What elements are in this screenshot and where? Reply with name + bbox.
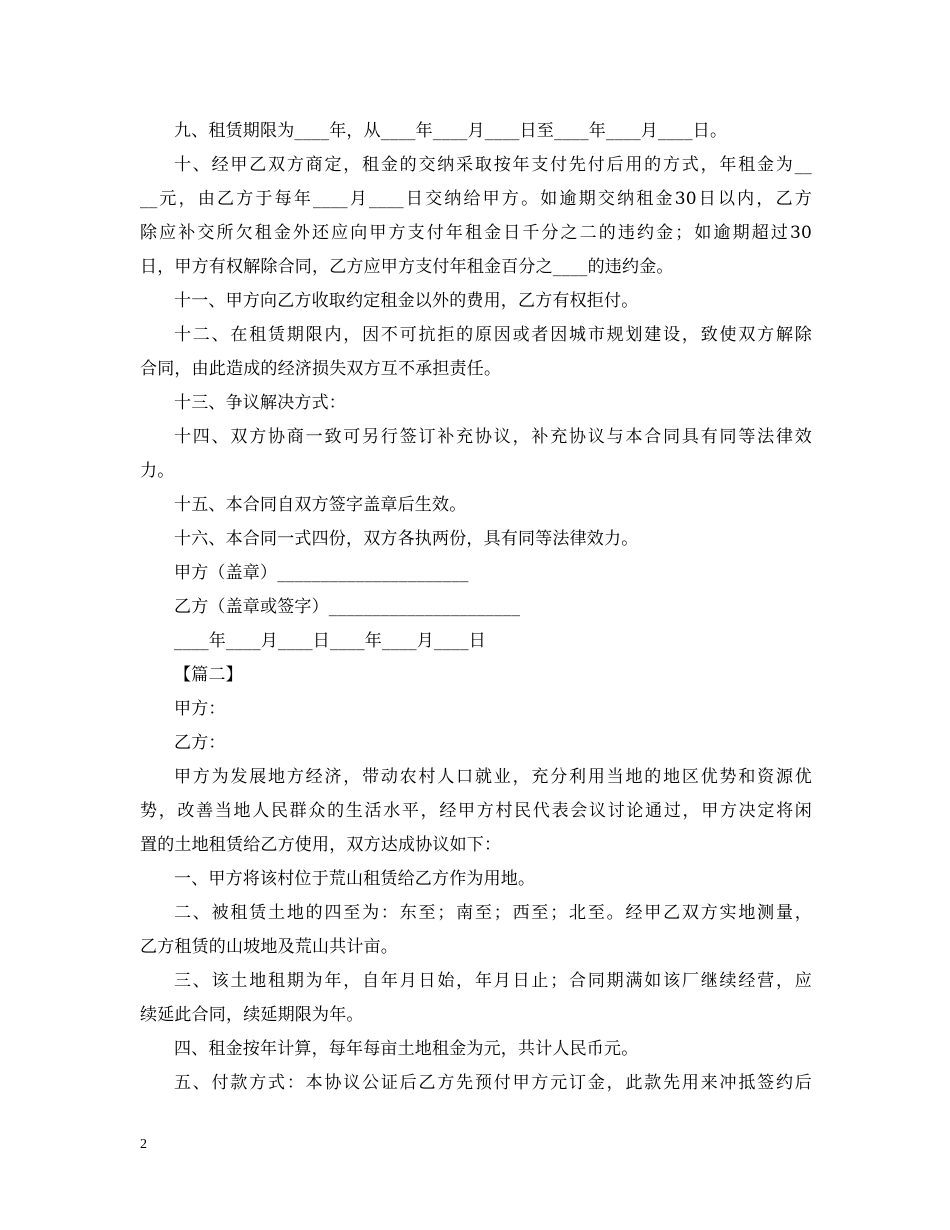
text-line: 除应补交所欠租金外还应向甲方支付年租金日千分之二的违约金；如逾期超过30 bbox=[140, 223, 812, 243]
text-line: 十五、本合同自双方签字盖章后生效。 bbox=[174, 495, 467, 515]
text-line: 三、该土地租期为年，自年月日始，年月日止；合同期满如该厂继续经营，应 bbox=[174, 971, 812, 991]
text-line: 十三、争议解决方式： bbox=[174, 393, 346, 413]
text-line: 十一、甲方向乙方收取约定租金以外的费用，乙方有权拒付。 bbox=[174, 291, 639, 311]
document-body bbox=[140, 114, 812, 1100]
signature-line-party-a: 甲方（盖章）______________________ bbox=[174, 563, 469, 583]
text-line: 十二、在租赁期限内，因不可抗拒的原因或者因城市规划建设，致使双方解除 bbox=[174, 325, 812, 345]
text-line: 势，改善当地人民群众的生活水平，经甲方村民代表会议讨论通过，甲方决定将闲 bbox=[140, 801, 812, 821]
party-a-label: 甲方： bbox=[174, 699, 226, 719]
text-line: 十四、双方协商一致可另行签订补充协议，补充协议与本合同具有同等法律效 bbox=[174, 427, 812, 447]
party-b-label: 乙方： bbox=[174, 733, 226, 753]
text-line: 续延此合同，续延期限为年。 bbox=[140, 1005, 364, 1025]
section-heading: 【篇二】 bbox=[174, 665, 243, 685]
text-line: 乙方租赁的山坡地及荒山共计亩。 bbox=[140, 937, 398, 957]
text-line: __元，由乙方于每年____月____日交纳给甲方。如逾期交纳租金30日以内，乙方 bbox=[140, 189, 812, 209]
text-line: 九、租赁期限为____年，从____年____月____日至____年____月____日。 bbox=[174, 121, 728, 141]
text-line: 五、付款方式：本协议公证后乙方先预付甲方元订金，此款先用来冲抵签约后 bbox=[174, 1073, 812, 1093]
signature-line-party-b: 乙方（盖章或签字）______________________ bbox=[174, 597, 521, 617]
text-line: 合同，由此造成的经济损失双方互不承担责任。 bbox=[140, 359, 502, 379]
page-number: 2 bbox=[140, 1137, 147, 1152]
text-line: 日，甲方有权解除合同，乙方应甲方支付年租金百分之____的违约金。 bbox=[140, 257, 674, 277]
text-line: 四、租金按年计算，每年每亩土地租金为元，共计人民币元。 bbox=[174, 1039, 639, 1059]
text-line: 二、被租赁土地的四至为：东至；南至；西至；北至。经甲乙双方实地测量， bbox=[174, 903, 812, 923]
text-line: 置的土地租赁给乙方使用，双方达成协议如下： bbox=[140, 835, 502, 855]
text-line: 一、甲方将该村位于荒山租赁给乙方作为用地。 bbox=[174, 869, 536, 889]
date-line: ____年____月____日____年____月____日 bbox=[174, 631, 486, 651]
text-line: 甲方为发展地方经济，带动农村人口就业，充分利用当地的地区优势和资源优 bbox=[174, 767, 812, 787]
text-line: 力。 bbox=[140, 461, 175, 481]
text-line: 十、经甲乙双方商定，租金的交纳采取按年支付先付后用的方式，年租金为__ bbox=[174, 155, 812, 175]
text-line: 十六、本合同一式四份，双方各执两份，具有同等法律效力。 bbox=[174, 529, 639, 549]
